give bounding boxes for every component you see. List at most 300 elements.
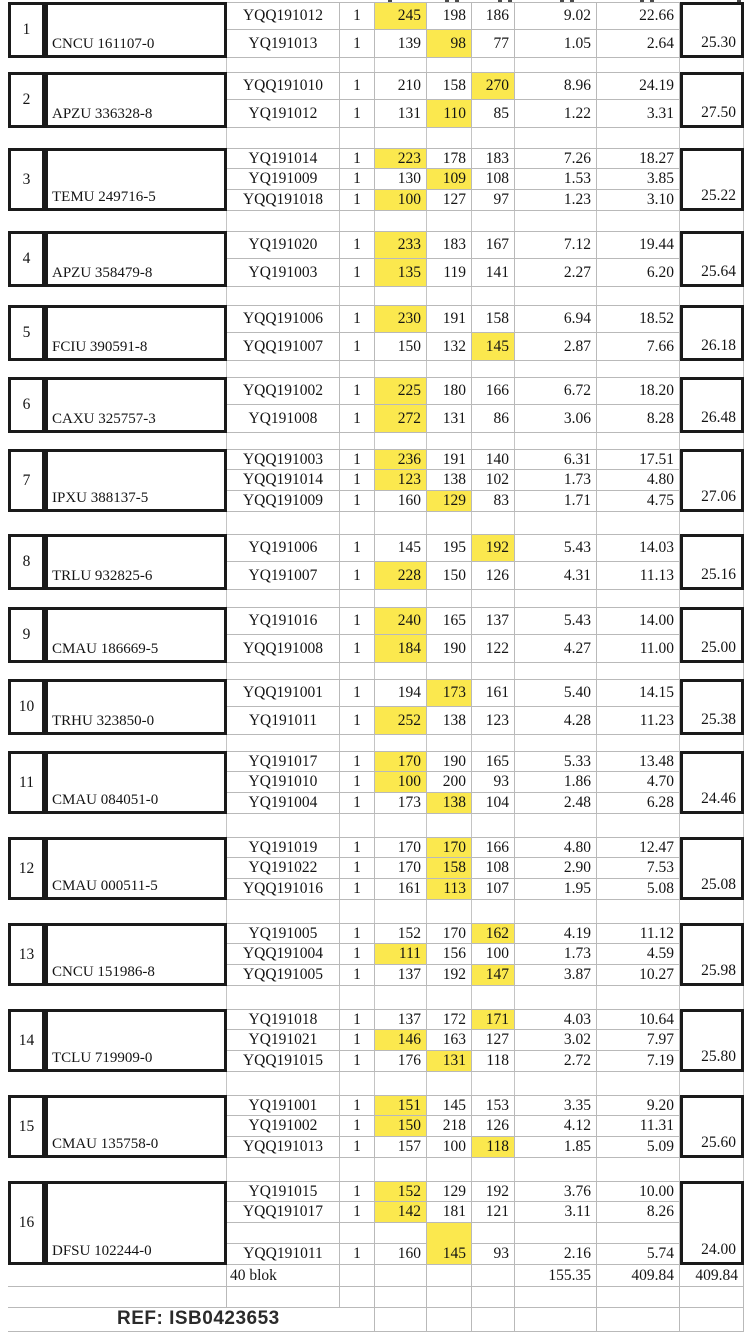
- spacer-cell: [375, 590, 427, 607]
- net-cbm-cell: 5.43: [515, 534, 597, 562]
- container-id-cell: APZU 358479-8: [45, 231, 227, 287]
- net-cbm-cell: 3.87: [515, 965, 597, 986]
- value3-cell: 126: [472, 1116, 515, 1137]
- value3-cell: 158: [472, 305, 515, 333]
- spacer-cell: [472, 433, 515, 449]
- gross-cbm-cell: 5.74: [597, 1244, 680, 1265]
- spacer-cell: [8, 287, 45, 305]
- waybill-code-cell: YQ191021: [227, 1030, 340, 1051]
- value3-cell: 83: [472, 491, 515, 512]
- value1-cell: 225: [375, 377, 427, 405]
- waybill-code-cell: YQQ191013: [227, 1137, 340, 1158]
- value3-cell: 86: [472, 405, 515, 433]
- value3-cell: 126: [472, 562, 515, 590]
- spacer-cell: [472, 590, 515, 607]
- spacer-cell: [375, 58, 427, 72]
- value1-cell: 223: [375, 148, 427, 169]
- value2-cell: 138: [427, 470, 472, 491]
- waybill-code-cell: YQ191020: [227, 231, 340, 259]
- spacer-cell: [45, 128, 227, 148]
- qty-cell: 1: [340, 793, 375, 814]
- value2-cell: 218: [427, 1116, 472, 1137]
- spacer-cell: [340, 433, 375, 449]
- spacer-cell: [427, 1287, 472, 1308]
- value3-cell: 137: [472, 607, 515, 635]
- value1-cell: 123: [375, 470, 427, 491]
- container-id-cell: APZU 336328-8: [45, 72, 227, 128]
- net-cbm-cell: 4.28: [515, 707, 597, 735]
- gross-cbm-cell: 6.20: [597, 259, 680, 287]
- row-number-cell: 13: [8, 923, 45, 986]
- spacer-cell: [472, 58, 515, 72]
- value2-cell: 200: [427, 772, 472, 793]
- container-block: [8, 449, 744, 512]
- block-weight-cell: 25.30: [680, 2, 744, 58]
- value1-cell: 170: [375, 858, 427, 879]
- value1-cell: 152: [375, 923, 427, 944]
- spacer-cell: [375, 814, 427, 837]
- value1-cell: 184: [375, 635, 427, 663]
- gross-cbm-cell: 11.31: [597, 1116, 680, 1137]
- value3-cell: 186: [472, 2, 515, 30]
- spacer-cell: [8, 1158, 45, 1181]
- spacer-row: [8, 663, 744, 679]
- spacer-cell: [227, 900, 340, 923]
- qty-cell: 1: [340, 923, 375, 944]
- value2-cell: 170: [427, 837, 472, 858]
- container-block: [8, 679, 744, 735]
- spacer-cell: [227, 128, 340, 148]
- spacer-cell: [8, 590, 45, 607]
- totals-row: [8, 1265, 744, 1287]
- row-number-cell: 9: [8, 607, 45, 663]
- value1-cell: 100: [375, 190, 427, 211]
- value3-cell: 104: [472, 793, 515, 814]
- spacer-cell: [45, 590, 227, 607]
- spacer-cell: [515, 433, 597, 449]
- value2-cell: 172: [427, 1009, 472, 1030]
- block-weight-cell: 25.64: [680, 231, 744, 287]
- qty-cell: 1: [340, 1051, 375, 1072]
- spacer-cell: [427, 287, 472, 305]
- net-cbm-cell: 2.27: [515, 259, 597, 287]
- spacer-cell: [427, 1265, 472, 1287]
- spacer-cell: [515, 814, 597, 837]
- qty-cell: 1: [340, 231, 375, 259]
- waybill-code-cell: YQ191010: [227, 772, 340, 793]
- container-id-cell: TCLU 719909-0: [45, 1009, 227, 1072]
- value2-cell: 158: [427, 858, 472, 879]
- value3-cell: 166: [472, 837, 515, 858]
- value2-cell: 170: [427, 923, 472, 944]
- row-number-cell: 5: [8, 305, 45, 361]
- spacer-cell: [8, 1072, 45, 1095]
- spacer-cell: [515, 1072, 597, 1095]
- value1-cell: 252: [375, 707, 427, 735]
- clipped-header-fragment: [508, 0, 512, 2]
- spacer-cell: [8, 1265, 45, 1287]
- net-cbm-cell: 2.90: [515, 858, 597, 879]
- block-weight-cell: 24.46: [680, 751, 744, 814]
- value2-cell: 173: [427, 679, 472, 707]
- spacer-cell: [515, 58, 597, 72]
- block-weight-cell: 25.22: [680, 148, 744, 211]
- value3-cell: 270: [472, 72, 515, 100]
- gross-cbm-cell: 7.53: [597, 858, 680, 879]
- value2-cell: 110: [427, 100, 472, 128]
- value1-cell: 228: [375, 562, 427, 590]
- gross-cbm-cell: 4.70: [597, 772, 680, 793]
- container-block: [8, 2, 744, 58]
- spacer-cell: [680, 211, 744, 231]
- qty-cell: 1: [340, 1244, 375, 1265]
- block-weight-cell: 26.18: [680, 305, 744, 361]
- spacer-cell: [375, 211, 427, 231]
- value3-cell: 145: [472, 333, 515, 361]
- spacer-cell: [340, 512, 375, 534]
- container-id-cell: DFSU 102244-0: [45, 1181, 227, 1265]
- spacer-row: [8, 814, 744, 837]
- spacer-cell: [45, 433, 227, 449]
- qty-cell: 1: [340, 169, 375, 190]
- spacer-cell: [472, 1158, 515, 1181]
- spacer-cell: [340, 1287, 375, 1308]
- net-cbm-cell: 6.94: [515, 305, 597, 333]
- value2-cell: 190: [427, 635, 472, 663]
- spacer-cell: [227, 735, 340, 751]
- ref-code: REF: ISB0423653: [117, 1308, 280, 1329]
- value1-cell: 137: [375, 965, 427, 986]
- value1-cell: 173: [375, 793, 427, 814]
- waybill-code-cell: YQQ191009: [227, 491, 340, 512]
- value2-cell: 191: [427, 449, 472, 470]
- spacer-cell: [45, 814, 227, 837]
- value3-cell: [472, 1223, 515, 1244]
- value3-cell: 97: [472, 190, 515, 211]
- spacer-cell: [8, 512, 45, 534]
- value2-cell: 113: [427, 879, 472, 900]
- net-cbm-cell: 1.53: [515, 169, 597, 190]
- value1-cell: 170: [375, 751, 427, 772]
- gross-cbm-cell: 3.31: [597, 100, 680, 128]
- value3-cell: 93: [472, 772, 515, 793]
- value3-cell: 161: [472, 679, 515, 707]
- gross-cbm-cell: 10.64: [597, 1009, 680, 1030]
- value3-cell: 127: [472, 1030, 515, 1051]
- net-cbm-cell: 7.12: [515, 231, 597, 259]
- value3-cell: 118: [472, 1051, 515, 1072]
- row-number-cell: 1: [8, 2, 45, 58]
- gross-cbm-cell: 4.59: [597, 944, 680, 965]
- spacer-cell: [340, 1308, 375, 1332]
- spacer-row: [8, 1072, 744, 1095]
- spacer-cell: [227, 287, 340, 305]
- value1-cell: 111: [375, 944, 427, 965]
- container-block: [8, 305, 744, 361]
- gross-cbm-cell: 14.15: [597, 679, 680, 707]
- qty-cell: 1: [340, 30, 375, 58]
- value1-cell: 230: [375, 305, 427, 333]
- gross-cbm-cell: 11.13: [597, 562, 680, 590]
- gross-cbm-cell: 4.75: [597, 491, 680, 512]
- spacer-cell: [597, 900, 680, 923]
- qty-cell: 1: [340, 837, 375, 858]
- value2-cell: 145: [427, 1095, 472, 1116]
- block-weight-cell: 25.98: [680, 923, 744, 986]
- waybill-code-cell: YQ191013: [227, 30, 340, 58]
- net-cbm-cell: 1.05: [515, 30, 597, 58]
- value1-cell: 194: [375, 679, 427, 707]
- spacer-cell: [472, 512, 515, 534]
- gross-cbm-cell: 11.12: [597, 923, 680, 944]
- waybill-code-cell: YQQ191011: [227, 1244, 340, 1265]
- spacer-cell: [227, 663, 340, 679]
- spacer-cell: [427, 1158, 472, 1181]
- spacer-cell: [340, 361, 375, 377]
- blok-count-cell: 40 blok: [227, 1265, 340, 1287]
- waybill-code-cell: YQQ191003: [227, 449, 340, 470]
- spacer-cell: [45, 211, 227, 231]
- container-block: [8, 1009, 744, 1072]
- gross-cbm-cell: [597, 1223, 680, 1244]
- spacer-cell: [45, 900, 227, 923]
- spacer-cell: [472, 814, 515, 837]
- spacer-row: [8, 287, 744, 305]
- spacer-cell: [8, 433, 45, 449]
- spacer-cell: [515, 1158, 597, 1181]
- gross-cbm-cell: 19.44: [597, 231, 680, 259]
- block-weight-cell: 24.00: [680, 1181, 744, 1265]
- spacer-cell: [427, 814, 472, 837]
- grand-total-cell: 409.84: [680, 1265, 744, 1287]
- value2-cell: 129: [427, 491, 472, 512]
- value2-cell: 195: [427, 534, 472, 562]
- waybill-code-cell: YQQ191006: [227, 305, 340, 333]
- spacer-cell: [375, 900, 427, 923]
- waybill-code-cell: YQQ191008: [227, 635, 340, 663]
- spacer-cell: [515, 735, 597, 751]
- spacer-cell: [340, 663, 375, 679]
- spacer-cell: [340, 1265, 375, 1287]
- row-number-cell: 7: [8, 449, 45, 512]
- spacer-cell: [597, 128, 680, 148]
- gross-cbm-cell: 10.27: [597, 965, 680, 986]
- waybill-code-cell: YQQ191014: [227, 470, 340, 491]
- container-block: [8, 72, 744, 128]
- spacer-cell: [680, 58, 744, 72]
- spacer-row: [8, 590, 744, 607]
- net-cbm-cell: 4.31: [515, 562, 597, 590]
- row-number-cell: 2: [8, 72, 45, 128]
- spacer-cell: [45, 287, 227, 305]
- spacer-cell: [680, 433, 744, 449]
- spacer-cell: [8, 211, 45, 231]
- value3-cell: 153: [472, 1095, 515, 1116]
- qty-cell: 1: [340, 679, 375, 707]
- gross-cbm-cell: 13.48: [597, 751, 680, 772]
- value1-cell: 142: [375, 1202, 427, 1223]
- spacer-cell: [8, 361, 45, 377]
- waybill-code-cell: YQ191011: [227, 707, 340, 735]
- value1-cell: 245: [375, 2, 427, 30]
- spacer-cell: [515, 287, 597, 305]
- spacer-cell: [340, 1072, 375, 1095]
- value1-cell: 131: [375, 100, 427, 128]
- waybill-code-cell: YQ191018: [227, 1009, 340, 1030]
- container-id-cell: CMAU 186669-5: [45, 607, 227, 663]
- gross-cbm-cell: 22.66: [597, 2, 680, 30]
- net-cbm-cell: 4.03: [515, 1009, 597, 1030]
- container-id-cell: TRHU 323850-0: [45, 679, 227, 735]
- spacer-cell: [427, 361, 472, 377]
- qty-cell: 1: [340, 858, 375, 879]
- spacer-cell: [680, 1308, 744, 1332]
- container-block: [8, 837, 744, 900]
- value2-cell: 131: [427, 1051, 472, 1072]
- container-id-cell: TEMU 249716-5: [45, 148, 227, 211]
- block-weight-cell: 25.08: [680, 837, 744, 900]
- waybill-code-cell: YQQ191012: [227, 2, 340, 30]
- value3-cell: 123: [472, 707, 515, 735]
- waybill-code-cell: YQ191019: [227, 837, 340, 858]
- container-block: [8, 377, 744, 433]
- spacer-cell: [472, 986, 515, 1009]
- value2-cell: 192: [427, 965, 472, 986]
- waybill-code-cell: YQQ191001: [227, 679, 340, 707]
- value3-cell: 192: [472, 534, 515, 562]
- spacer-cell: [375, 663, 427, 679]
- spacer-row: [8, 512, 744, 534]
- container-block: [8, 1095, 744, 1158]
- spacer-cell: [515, 512, 597, 534]
- spacer-cell: [45, 1265, 227, 1287]
- block-weight-cell: 25.80: [680, 1009, 744, 1072]
- value1-cell: 176: [375, 1051, 427, 1072]
- spacer-cell: [680, 1287, 744, 1308]
- container-block: [8, 607, 744, 663]
- spacer-cell: [472, 900, 515, 923]
- spacer-cell: [375, 1265, 427, 1287]
- qty-cell: 1: [340, 190, 375, 211]
- value3-cell: 140: [472, 449, 515, 470]
- container-block: [8, 751, 744, 814]
- block-weight-cell: 25.60: [680, 1095, 744, 1158]
- gross-cbm-cell: 6.28: [597, 793, 680, 814]
- spacer-cell: [680, 287, 744, 305]
- value2-cell: 165: [427, 607, 472, 635]
- value3-cell: 162: [472, 923, 515, 944]
- gross-cbm-cell: 8.28: [597, 405, 680, 433]
- value3-cell: 121: [472, 1202, 515, 1223]
- spacer-cell: [680, 361, 744, 377]
- spacer-cell: [375, 287, 427, 305]
- qty-cell: [340, 1223, 375, 1244]
- value2-cell: 109: [427, 169, 472, 190]
- value1-cell: 130: [375, 169, 427, 190]
- net-cbm-cell: 3.76: [515, 1181, 597, 1202]
- value3-cell: 118: [472, 1137, 515, 1158]
- value1-cell: 100: [375, 772, 427, 793]
- row-number-cell: 16: [8, 1181, 45, 1265]
- qty-cell: 1: [340, 377, 375, 405]
- gross-cbm-cell: 8.26: [597, 1202, 680, 1223]
- spacer-cell: [340, 211, 375, 231]
- spacer-cell: [45, 1287, 227, 1308]
- spacer-cell: [8, 1308, 45, 1332]
- value2-cell: 190: [427, 751, 472, 772]
- row-number-cell: 6: [8, 377, 45, 433]
- spacer-cell: [340, 287, 375, 305]
- spacer-cell: [427, 735, 472, 751]
- value2-cell: 180: [427, 377, 472, 405]
- spacer-cell: [472, 1265, 515, 1287]
- gross-cbm-cell: 7.19: [597, 1051, 680, 1072]
- waybill-code-cell: YQQ191017: [227, 1202, 340, 1223]
- qty-cell: 1: [340, 607, 375, 635]
- spacer-cell: [472, 1072, 515, 1095]
- gross-cbm-cell: 4.80: [597, 470, 680, 491]
- gross-cbm-cell: 12.47: [597, 837, 680, 858]
- waybill-code-cell: YQ191004: [227, 793, 340, 814]
- spacer-cell: [597, 663, 680, 679]
- qty-cell: 1: [340, 305, 375, 333]
- spacer-cell: [515, 986, 597, 1009]
- value1-cell: [375, 1223, 427, 1244]
- net-cbm-cell: 5.33: [515, 751, 597, 772]
- gross-cbm-cell: 18.20: [597, 377, 680, 405]
- qty-cell: 1: [340, 751, 375, 772]
- container-id-cell: TRLU 932825-6: [45, 534, 227, 590]
- spacer-cell: [45, 1072, 227, 1095]
- spacer-cell: [375, 128, 427, 148]
- block-weight-cell: 25.38: [680, 679, 744, 735]
- value3-cell: 122: [472, 635, 515, 663]
- value1-cell: 160: [375, 1244, 427, 1265]
- clipped-header-fragment: [455, 0, 459, 2]
- waybill-code-cell: YQ191009: [227, 169, 340, 190]
- spacer-cell: [597, 1072, 680, 1095]
- spacer-cell: [340, 814, 375, 837]
- value1-cell: 210: [375, 72, 427, 100]
- spacer-row: [8, 58, 744, 72]
- waybill-code-cell: YQ191012: [227, 100, 340, 128]
- block-weight-cell: 25.00: [680, 607, 744, 663]
- waybill-code-cell: YQQ191004: [227, 944, 340, 965]
- container-id-cell: CAXU 325757-3: [45, 377, 227, 433]
- spacer-cell: [8, 986, 45, 1009]
- waybill-code-cell: YQQ191007: [227, 333, 340, 361]
- gross-cbm-cell: 17.51: [597, 449, 680, 470]
- spacer-cell: [45, 663, 227, 679]
- waybill-code-cell: YQ191007: [227, 562, 340, 590]
- value1-cell: 146: [375, 1030, 427, 1051]
- gross-cbm-cell: 14.03: [597, 534, 680, 562]
- net-cbm-cell: 1.71: [515, 491, 597, 512]
- value1-cell: 170: [375, 837, 427, 858]
- qty-cell: 1: [340, 2, 375, 30]
- spacer-cell: [227, 814, 340, 837]
- qty-cell: 1: [340, 1116, 375, 1137]
- waybill-code-cell: YQQ191016: [227, 879, 340, 900]
- net-cbm-cell: 4.19: [515, 923, 597, 944]
- qty-cell: 1: [340, 534, 375, 562]
- spacer-cell: [375, 735, 427, 751]
- spacer-cell: [597, 735, 680, 751]
- net-cbm-cell: 2.16: [515, 1244, 597, 1265]
- spacer-cell: [515, 590, 597, 607]
- spacer-cell: [680, 590, 744, 607]
- value3-cell: 141: [472, 259, 515, 287]
